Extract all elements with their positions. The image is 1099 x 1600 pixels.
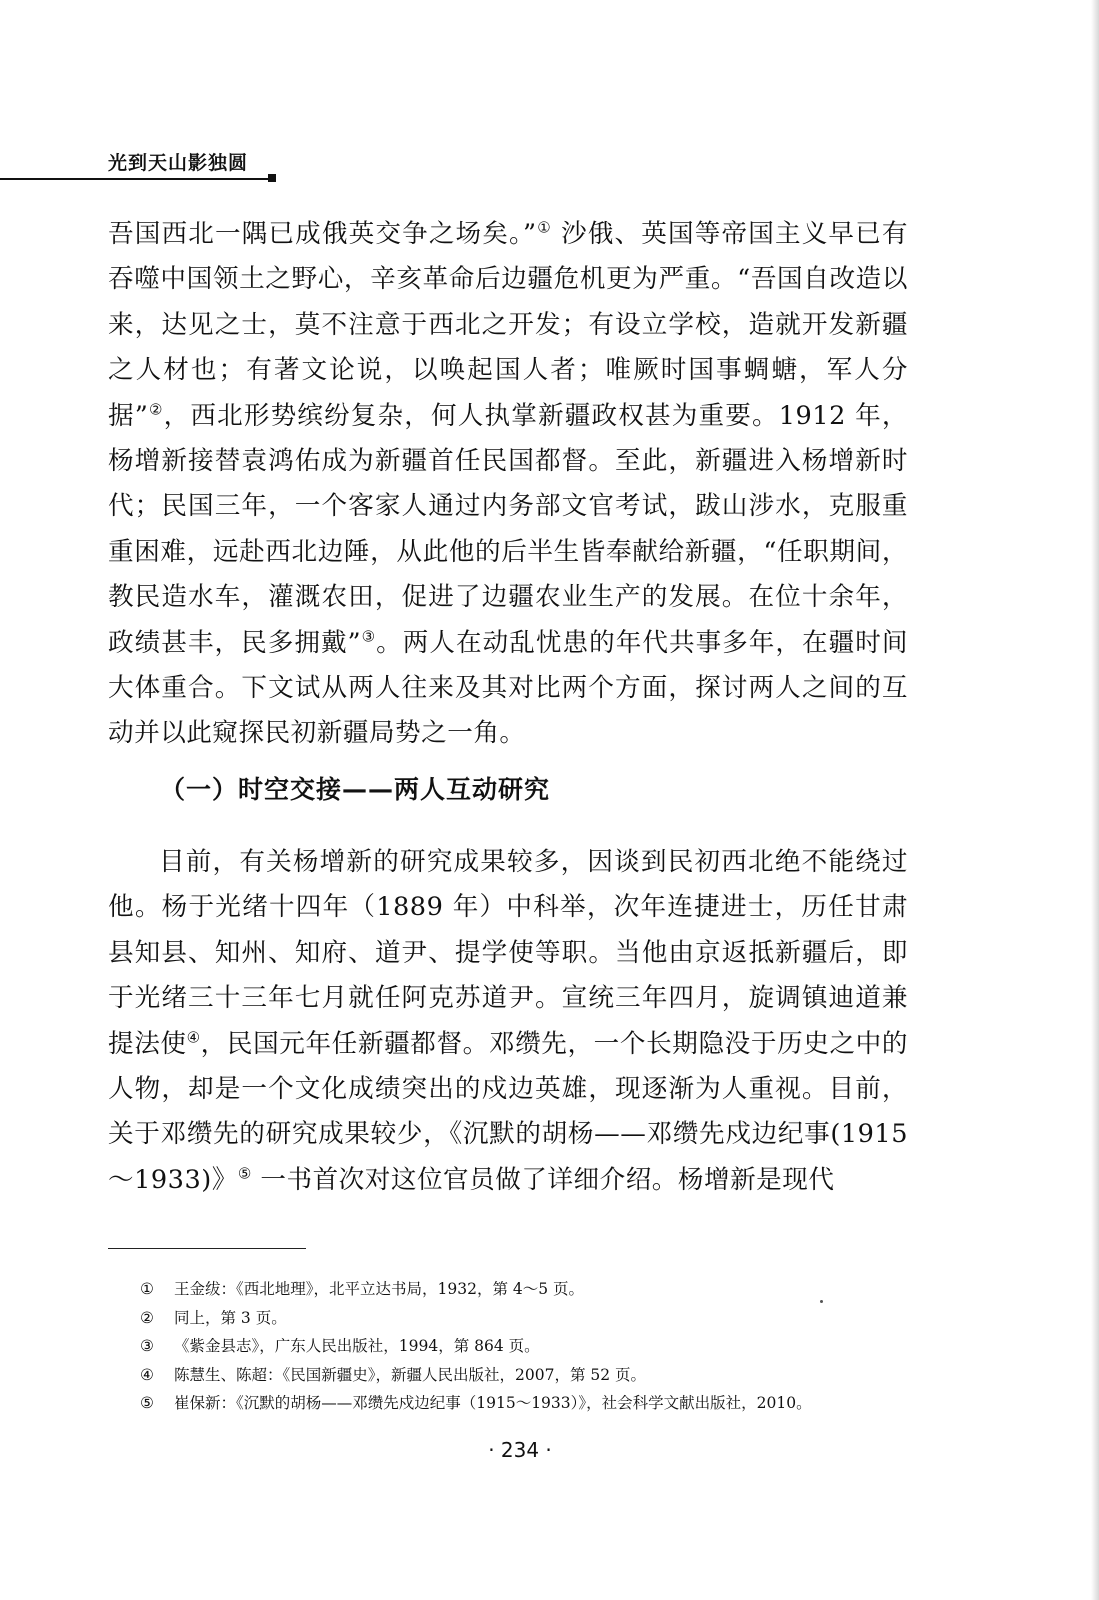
- footnote-text: 《紫金县志》，广东人民出版社，1994，第 864 页。: [174, 1337, 540, 1355]
- footnote-ref-4[interactable]: ④: [186, 1028, 201, 1047]
- text-run: 沙俄、英国等帝国主义早已有吞噬中国领土之野心，辛亥革命后边疆危机更为严重。“吾国自改造以来，达见之士，莫不注意于西北之开发；有设立学校，造就开发新疆之人材也；有著文论说，以唤起国人者；唯厥时国事蜩螗，军人分据”: [108, 219, 908, 431]
- footnote-number: ①: [140, 1280, 154, 1298]
- text-run: 。两人在动乱忧患的年代共事多年，在疆时间大体重合。下文试从两人往来及其对比两个方面，探讨两人之间的互动并以此窥探民初新疆局势之一角。: [108, 627, 908, 749]
- header-square-mark: [268, 174, 276, 182]
- text-run: ，民国元年任新疆都督。邓缵先，一个长期隐没于历史之中的人物，却是一个文化成绩突出的戍边英雄，现逐渐为人重视。目前，关于邓缵先的研究成果较少，《沉默的胡杨——邓缵先戍边纪事(1915～1933)》: [108, 1028, 908, 1195]
- text-run: 目前，有关杨增新的研究成果较多，因谈到民初西北绝不能绕过他。杨于光绪十四年（1889 年）中科举，次年连捷进士，历任甘肃县知县、知州、知府、道尹、提学使等职。当他由京返抵新疆后，即于光绪三十三年七月就任阿克苏道尹。宣统三年四月，旋调镇迪道兼提法使: [108, 847, 908, 1059]
- footnote-item: [140, 1275, 920, 1304]
- book-title: 光到天山影独圆: [108, 152, 249, 174]
- footnote-text: 陈慧生、陈超：《民国新疆史》，新疆人民出版社，2007，第 52 页。: [174, 1365, 647, 1384]
- footnote-text: 崔保新：《沉默的胡杨——邓缵先戍边纪事（1915～1933）》，社会科学文献出版社，2010。: [174, 1394, 812, 1412]
- footnote-separator: [108, 1248, 306, 1249]
- footnotes: [140, 1275, 920, 1418]
- footnote-number: ⑤: [140, 1394, 154, 1412]
- footnote-number: ④: [140, 1365, 154, 1384]
- footnote-number: ③: [140, 1337, 154, 1355]
- text-run: ，西北形势缤纷复杂，何人执掌新疆政权甚为重要。1912 年，杨增新接替袁鸿佑成为新疆首任民国都督。至此，新疆进入杨增新时代；民国三年，一个客家人通过内务部文官考试，跋山涉水，克服重重困难，远赴西北边陲，从此他的后半生皆奉献给新疆，“任职期间，教民造水车，灌溉农田，促进了边疆农业生产的发展。在位十余年，政绩甚丰，民多拥戴”: [108, 400, 908, 658]
- body-text-top: [108, 212, 908, 757]
- footnote-text: 王金绂：《西北地理》，北平立达书局，1932，第 4～5 页。: [174, 1280, 585, 1298]
- paragraph-continued: [108, 212, 908, 757]
- footnote-number: ②: [140, 1308, 154, 1327]
- footnote-item: [140, 1304, 920, 1333]
- paragraph: [108, 840, 908, 1203]
- footnote-ref-3[interactable]: ③: [361, 627, 377, 646]
- footnote-item: [140, 1389, 920, 1418]
- header-rule: [0, 178, 268, 180]
- scan-edge-shadow: [1091, 0, 1099, 1600]
- footnote-ref-1[interactable]: ①: [536, 218, 552, 237]
- page-number: · 234 ·: [488, 1438, 552, 1462]
- scan-speck: [820, 1300, 823, 1303]
- footnote-ref-5[interactable]: ⑤: [237, 1164, 252, 1183]
- text-run: 吾国西北一隅已成俄英交争之场矣。”: [108, 219, 537, 249]
- running-header: [0, 148, 280, 188]
- body-text-main: [108, 840, 908, 1203]
- footnote-ref-2[interactable]: ②: [148, 400, 164, 419]
- footnote-item: [140, 1361, 920, 1390]
- text-run: 一书首次对这位官员做了详细介绍。杨增新是现代: [251, 1164, 835, 1195]
- footnote-text: 同上，第 3 页。: [174, 1308, 287, 1327]
- footnote-item: [140, 1332, 920, 1361]
- section-heading: （一）时空交接——两人互动研究: [160, 775, 551, 804]
